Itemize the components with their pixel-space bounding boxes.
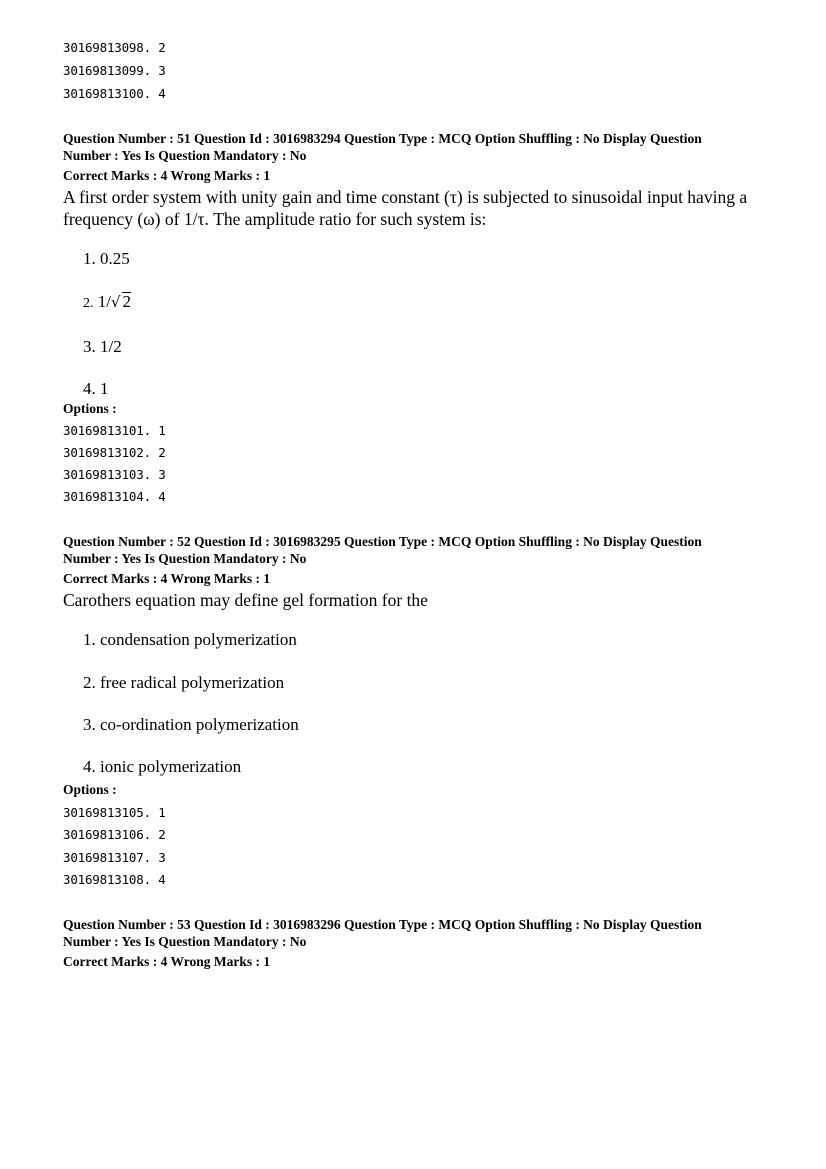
answer-choice: 1. 0.25 [83, 249, 130, 268]
option-row: 30169813101. 1 [63, 423, 166, 438]
answer-choice: 2. 1/√ 2 [83, 292, 132, 311]
option-row: 30169813105. 1 [63, 805, 166, 820]
question-header-line: Number : Yes Is Question Mandatory : No [63, 148, 307, 163]
question-header-line: Question Number : 51 Question Id : 3016983294 Question Type : MCQ Option Shuffling : No Display Question [63, 131, 702, 146]
question-header-line: Number : Yes Is Question Mandatory : No [63, 551, 307, 566]
answer-choice: 4. 1 [83, 379, 109, 398]
answer-choice: 4. ionic polymerization [83, 757, 242, 776]
answer-choice: 3. co-ordination polymerization [83, 715, 299, 734]
answer-choice: 3. 1/2 [83, 337, 122, 356]
option-row: 30169813098. 2 [63, 40, 166, 55]
question-header-line: Question Number : 53 Question Id : 3016983296 Question Type : MCQ Option Shuffling : No Display Question [63, 917, 702, 932]
option-row: 30169813102. 2 [63, 445, 166, 460]
sqrt-sign: √ [110, 293, 121, 311]
answer-choice: 1. condensation polymerization [83, 630, 297, 649]
option-row: 30169813108. 4 [63, 872, 166, 887]
option-row: 30169813107. 3 [63, 850, 166, 865]
question-header-line: Number : Yes Is Question Mandatory : No [63, 934, 307, 949]
question-text: A first order system with unity gain and time constant (τ) is subjected to sinusoidal input having a [63, 187, 748, 207]
question-marks: Correct Marks : 4 Wrong Marks : 1 [63, 571, 271, 586]
question-header-line: Question Number : 52 Question Id : 3016983295 Question Type : MCQ Option Shuffling : No Display Question [63, 534, 702, 549]
options-label: Options : [63, 401, 117, 416]
question-text: frequency (ω) of 1/τ. The amplitude ratio for such system is: [63, 209, 487, 229]
option-row: 30169813103. 3 [63, 467, 166, 482]
option-row: 30169813100. 4 [63, 86, 166, 101]
option-row: 30169813104. 4 [63, 489, 166, 504]
answer-choice: 2. free radical polymerization [83, 673, 285, 692]
question-marks: Correct Marks : 4 Wrong Marks : 1 [63, 168, 271, 183]
question-text: Carothers equation may define gel formation for the [63, 590, 428, 610]
option-row: 30169813099. 3 [63, 63, 166, 78]
options-label: Options : [63, 782, 117, 797]
question-marks: Correct Marks : 4 Wrong Marks : 1 [63, 954, 271, 969]
option-row: 30169813106. 2 [63, 827, 166, 842]
